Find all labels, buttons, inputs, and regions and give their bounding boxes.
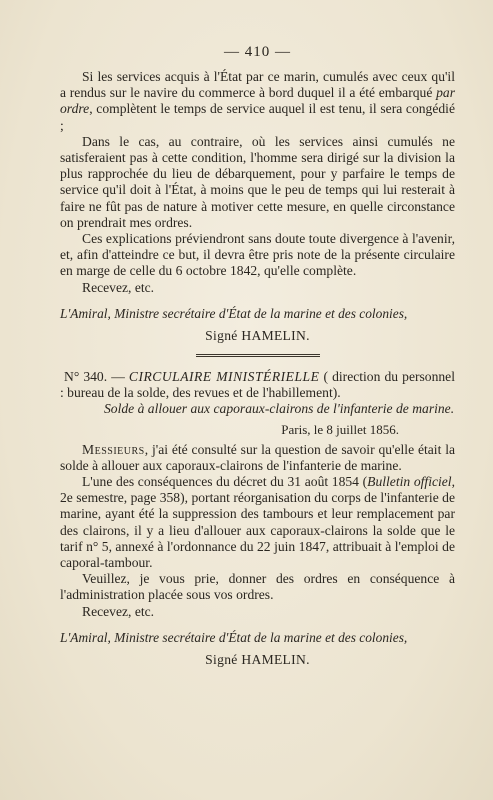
bulletin-reference: Bulletin officiel	[367, 474, 452, 490]
circular-subject: Solde à allouer aux caporaux-clairons de l'infanterie de marine.	[104, 401, 455, 417]
paragraph-1-text-b: , complètent le temps de service auquel il est tenu, il sera congédié ;	[60, 101, 455, 133]
paragraph-2	[60, 474, 455, 571]
paragraph-2-text-b: , 2e semestre, page 358), portant réorganisation du corps de l'infanterie de marine, ayant été la suppression des tambours et leur remplacement par des clairons, il y a lieu d'allouer aux caporaux-clairons la solde que le tarif n° 5, annexé à l'ordonnance du 22 juin 1847, attribuait à l'emploi de caporal-tambour.	[60, 474, 455, 571]
page-number: — 410 —	[224, 44, 291, 60]
closing-salutation: Recevez, etc.	[82, 603, 155, 619]
circular-heading	[60, 369, 455, 401]
circular-continuation	[60, 69, 455, 344]
paragraph-1	[60, 442, 455, 474]
signature: Signé HAMELIN.	[205, 652, 310, 668]
paragraph-2: Dans le cas, au contraire, où les services ainsi cumulés ne satisferaient pas à cette condition, l'homme sera dirigé sur la division la plus rapprochée du lieu de débarquement, pour y parfaire le temps de service qu'il doit à l'État, à moins que le peu de temps qui lui resterait à faire ne fût pas de nature à motiver cette mesure, en quelle circonstance on prendrait mes ordres.	[60, 133, 455, 230]
paragraph-3: Ces explications préviendront sans doute toute divergence à l'avenir, et, afin d'atteindre ce but, il devra être pris note de la présente circulaire en marge de celle du 6 octobre 1842, qu'elle complète.	[60, 231, 455, 279]
paragraph-1-italic: par ordre	[60, 85, 455, 117]
paragraph-2-text-a: L'une des conséquences du décret du 31 août 1854 (	[82, 474, 368, 490]
circular-title: CIRCULAIRE MINISTÉRIELLE	[128, 369, 320, 385]
paragraph-1-text: , j'ai été consulté sur la question de savoir qu'elle était la solde à allouer aux caporaux-clairons de l'infanterie de marine.	[60, 441, 455, 473]
salutation: Messieurs	[82, 441, 145, 457]
minister-title: L'Amiral, Ministre secrétaire d'État de la marine et des colonies,	[60, 629, 408, 645]
section-divider	[196, 354, 320, 357]
signature: Signé HAMELIN.	[205, 328, 310, 344]
minister-title: L'Amiral, Ministre secrétaire d'État de la marine et des colonies,	[60, 305, 408, 321]
circular-date: Paris, le 8 juillet 1856.	[281, 421, 399, 437]
circular-340	[60, 369, 455, 668]
paragraph-1-text-a: Si les services acquis à l'État par ce marin, cumulés avec ceux qu'il a rendus sur le navire du commerce à bord duquel il a été embarqué	[60, 69, 455, 101]
circular-number: N° 340. —	[64, 369, 125, 385]
paragraph-1	[60, 69, 455, 134]
circular-direction: ( direction du personnel : bureau de la solde, des revues et de l'habillement).	[60, 369, 455, 401]
paragraph-3: Veuillez, je vous prie, donner des ordres en conséquence à l'administration placée sous vos ordres.	[60, 571, 455, 603]
closing-salutation: Recevez, etc.	[82, 279, 155, 295]
